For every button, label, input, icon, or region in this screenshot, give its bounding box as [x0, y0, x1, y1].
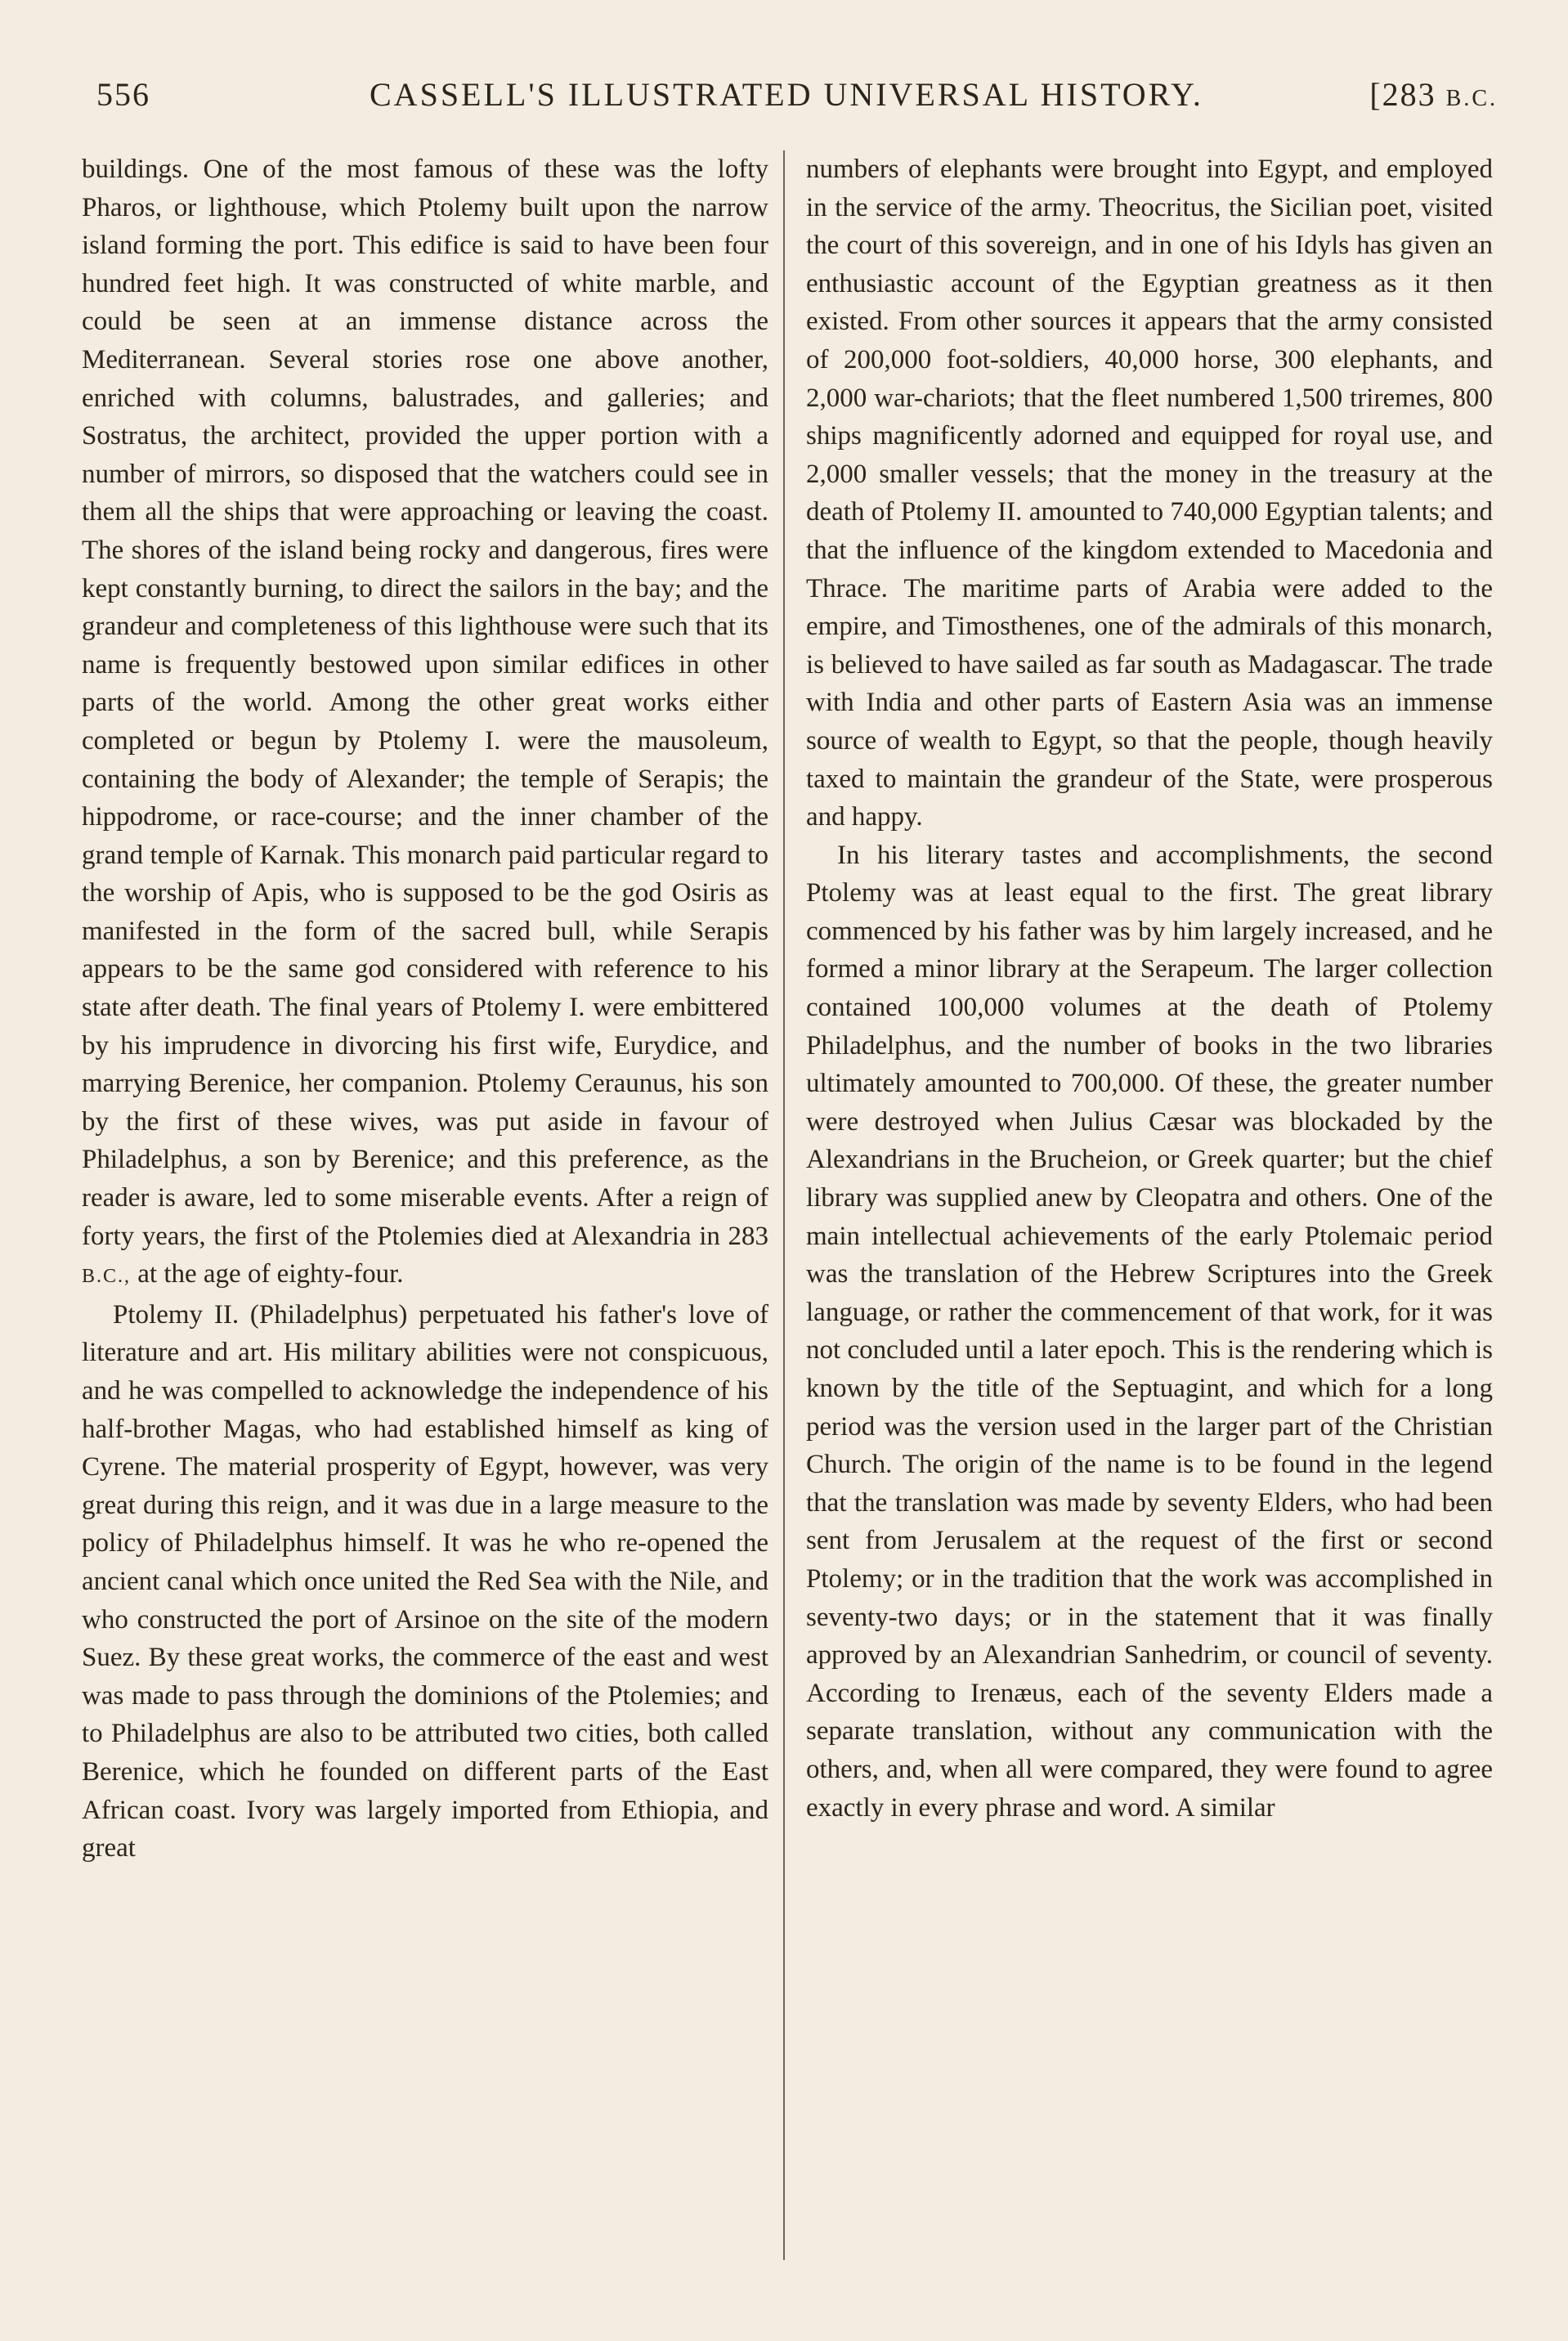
header-date-era: B.C.	[1445, 86, 1498, 111]
left-column	[82, 150, 768, 1868]
left-paragraph-1-text: buildings. One of the most famous of these was the lofty Pharos, or lighthouse, which Ptolemy built upon the narrow island forming the port. This edifice is said to have been four hundred feet high. It was constructed of white marble, and could be seen at an immense distance across the Mediterranean. Several stories rose one above another, enriched with columns, balustrades, and galleries; and Sostratus, the architect, provided the upper portion with a number of mirrors, so disposed that the watchers could see in them all the ships that were approaching or leaving the coast. The shores of the island being rocky and dangerous, fires were kept constantly burning, to direct the sailors in the bay; and the grandeur and completeness of this lighthouse were such that its name is frequently bestowed upon similar edifices in other parts of the world. Among the other great works either completed or begun by Ptolemy I. were the mausoleum, containing the body of Alexander; the temple of Serapis; the hippodrome, or race-course; and the inner chamber of the grand temple of Karnak. This monarch paid particular regard to the worship of Apis, who is supposed to be the god Osiris as manifested in the form of the sacred bull, while Serapis appears to be the same god considered with reference to his state after death. The final years of Ptolemy I. were embittered by his imprudence in divorcing his first wife, Eurydice, and marrying Berenice, her companion. Ptolemy Ceraunus, his son by the first of these wives, was put aside in favour of Philadelphus, a son by Berenice; and this preference, as the reader is aware, led to some miserable events. After a reign of forty years, the first of the Ptolemies died at Alexandria in 283	[82, 155, 768, 1251]
header-date	[1369, 75, 1498, 114]
left-paragraph-2: Ptolemy II. (Philadelphus) perpetuated his father's love of literature and art. His military abilities were not conspicuous, and he was compelled to acknowledge the independence of his half-brother Magas, who had established himself as king of Cyrene. The material prosperity of Egypt, however, was very great during this reign, and it was due in a large measure to the policy of Philadelphus himself. It was he who re-opened the ancient canal which once united the Red Sea with the Nile, and who constructed the port of Arsinoe on the site of the modern Suez. By these great works, the commerce of the east and west was made to pass through the dominions of the Ptolemies; and to Philadelphus are also to be attributed two cities, both called Berenice, which he founded on different parts of the East African coast. Ivory was largely imported from Ethiopia, and great	[82, 1299, 768, 1863]
left-paragraph-1	[82, 150, 768, 1296]
header-date-year: [283	[1369, 76, 1436, 113]
running-title: CASSELL'S ILLUSTRATED UNIVERSAL HISTORY.	[370, 76, 1203, 113]
left-paragraph-1-end: at the age of eighty-four.	[137, 1259, 404, 1289]
page-number: 556	[96, 76, 150, 113]
left-paragraph-1-era: B.C.,	[82, 1266, 132, 1288]
right-paragraph-2: In his literary tastes and accomplishments, the second Ptolemy was at least equal to the first. The great library commenced by his father was by him largely increased, and he formed a minor library at the Serapeum. The larger collection contained 100,000 volumes at the death of Ptolemy Philadelphus, and the number of books in the two libraries ultimately amounted to 700,000. Of these, the greater number were destroyed when Julius Cæsar was blockaded by the Alexandrians in the Brucheion, or Greek quarter; but the chief library was supplied anew by Cleopatra and others. One of the main intellectual achievements of the early Ptolemaic period was the translation of the Hebrew Scriptures into the Greek language, or rather the commencement of that work, for it was not concluded until a later epoch. This is the rendering which is known by the title of the Septuagint, and which for a long period was the version used in the larger part of the Christian Church. The origin of the name is to be found in the legend that the translation was made by seventy Elders, who had been sent from Jerusalem at the request of the first or second Ptolemy; or in the tradition that the work was accomplished in seventy-two days; or in the statement that it was finally approved by an Alexandrian Sanhedrim, or council of seventy. According to Irenæus, each of the seventy Elders made a separate translation, without any communication with the others, and, when all were compared, they were found to agree exactly in every phrase and word. A similar	[806, 840, 1493, 1823]
right-column	[806, 150, 1493, 1827]
column-divider	[783, 150, 785, 2260]
page-header	[92, 75, 1498, 124]
right-paragraph-1: numbers of elephants were brought into Egypt, and employed in the service of the army. Theocritus, the Sicilian poet, visited the court of this sovereign, and in one of his Idyls has given an enthusiastic account of the Egyptian greatness as it then existed. From other sources it appears that the army consisted of 200,000 foot-soldiers, 40,000 horse, 300 elephants, and 2,000 war-chariots; that the fleet numbered 1,500 triremes, 800 ships magnificently adorned and equipped for royal use, and 2,000 smaller vessels; that the money in the treasury at the death of Ptolemy II. amounted to 740,000 Egyptian talents; and that the influence of the kingdom extended to Macedonia and Thrace. The maritime parts of Arabia were added to the empire, and Timosthenes, one of the admirals of this monarch, is believed to have sailed as far south as Madagascar. The trade with India and other parts of Eastern Asia was an immense source of wealth to Egypt, so that the people, though heavily taxed to maintain the grandeur of the State, were prosperous and happy.	[806, 155, 1493, 832]
